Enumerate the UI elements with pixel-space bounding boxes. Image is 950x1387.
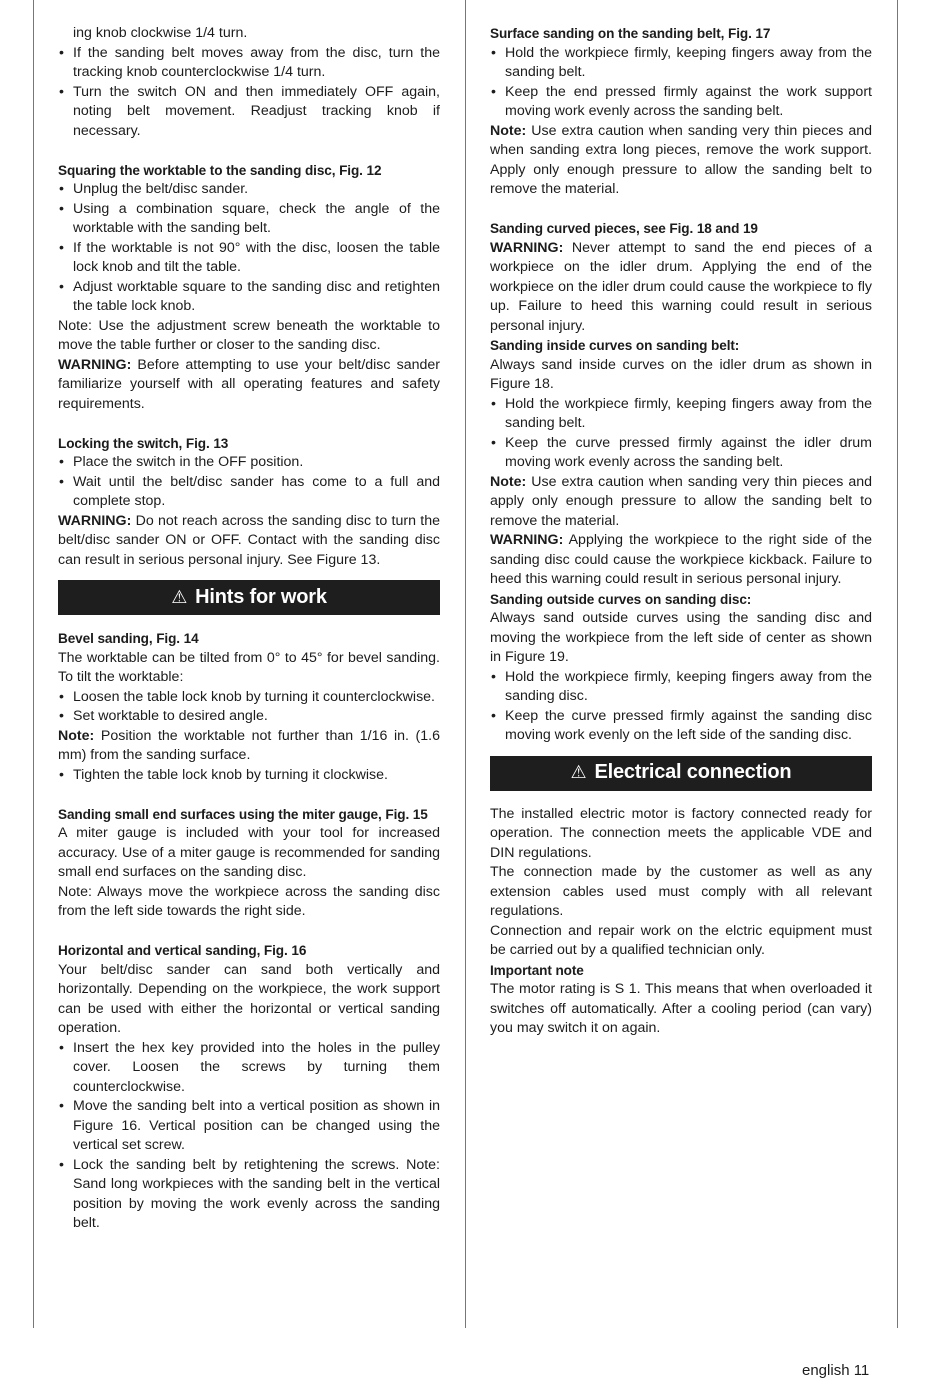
note-text: Use extra caution when sanding very thin pieces and when sanding extra long pieces, remove the work support. Apply only enough pressure to allow the sanding belt to remove the material.: [490, 122, 872, 197]
squaring-bullet-list: [58, 180, 440, 317]
bevel-bullet-list-2: [58, 766, 440, 786]
tracking-bullet-list: [58, 44, 440, 142]
horizontal-bullet-list: [58, 1039, 440, 1234]
note-text: Use extra caution when sanding very thin pieces and apply only enough pressure to allow the sanding belt to remove the material.: [490, 473, 872, 529]
page-number-footer: english 11: [802, 1362, 870, 1379]
list-item: • Lock the sanding belt by retightening the screws. Note: Sand long workpieces with the sanding belt in the vertical position by moving the work evenly across the sanding belt.: [58, 1156, 440, 1234]
list-item: • Keep the curve pressed firmly against the idler drum moving work evenly across the sanding belt.: [490, 434, 872, 473]
list-item: • Move the sanding belt into a vertical position as shown in Figure 16. Vertical position can be changed using the vertical set screw.: [58, 1097, 440, 1156]
warning-label: WARNING:: [490, 532, 564, 548]
miter-text: A miter gauge is included with your tool for increased accuracy. Use of a miter gauge is recommended for sanding small end surfaces on the sanding disc.: [58, 825, 440, 880]
list-item: • Hold the workpiece firmly, keeping fingers away from the sanding disc.: [490, 668, 872, 707]
outside-curves-text: Always sand outside curves using the sanding disc and moving the workpiece from the left side of center as shown in Figure 19.: [490, 610, 872, 665]
squaring-heading: Squaring the worktable to the sanding disc, Fig. 12: [58, 162, 382, 178]
list-item: • Tighten the table lock knob by turning it clockwise.: [58, 766, 440, 786]
note-label: Note:: [490, 122, 527, 139]
surface-heading: Surface sanding on the sanding belt, Fig. 17: [490, 26, 771, 41]
warning-label: WARNING:: [490, 239, 564, 256]
inside-curves-text: Always sand inside curves on the idler drum as shown in Figure 18.: [490, 356, 872, 392]
note-label: Note:: [490, 473, 527, 490]
curved-note: [490, 473, 872, 532]
center-divider-rule: [465, 0, 466, 1328]
squaring-note: Note: Use the adjustment screw beneath the worktable to move the table further or closer to the sanding disc.: [58, 317, 440, 353]
miter-note: Note: Always move the workpiece across the sanding disc from the left side towards the right side.: [58, 883, 440, 919]
list-item: • Adjust worktable square to the sanding disc and retighten the table lock knob.: [58, 278, 440, 317]
list-item: • Using a combination square, check the angle of the worktable with the sanding belt.: [58, 200, 440, 239]
right-column: [490, 24, 872, 1039]
inside-curves-heading: Sanding inside curves on sanding belt:: [490, 338, 740, 353]
warning-text: Do not reach across the sanding disc to turn the belt/disc sander ON or OFF. Contact with the sanding disc can result in serious personal injury. See Figure 13.: [58, 512, 440, 568]
locking-bullet-list: [58, 453, 440, 512]
bevel-intro: The worktable can be tilted from 0° to 45° for bevel sanding. To tilt the worktable:: [58, 649, 440, 685]
warning-text: Applying the workpiece to the right side of the sanding disc could cause the workpiece kickback. Failure to heed this warning could result in serious personal injury.: [490, 532, 872, 587]
important-note-heading: Important note: [490, 962, 584, 978]
miter-heading: Sanding small end surfaces using the miter gauge, Fig. 15: [58, 806, 428, 822]
warning-triangle-icon: ⚠: [171, 586, 188, 607]
squaring-warning: [58, 356, 440, 415]
warning-triangle-icon: ⚠: [570, 762, 587, 783]
list-item: • If the worktable is not 90° with the disc, loosen the table lock knob and tilt the table.: [58, 239, 440, 278]
surface-bullet-list: [490, 44, 872, 122]
curved-heading: Sanding curved pieces, see Fig. 18 and 19: [490, 221, 758, 236]
note-label: Note:: [58, 727, 95, 744]
list-item: • Hold the workpiece firmly, keeping fingers away from the sanding belt.: [490, 44, 872, 83]
outside-curves-bullet-list: [490, 668, 872, 746]
list-item: • Insert the hex key provided into the holes in the pulley cover. Loosen the screws by turning them counterclockwise.: [58, 1039, 440, 1098]
left-column: [58, 24, 440, 1234]
outside-curves-heading: Sanding outside curves on sanding disc:: [490, 591, 752, 607]
electrical-paragraph-2: The connection made by the customer as well as any extension cables used must comply with all relevant regulations.: [490, 864, 872, 919]
note-text: Position the worktable not further than 1/16 in. (1.6 mm) from the sanding surface.: [58, 727, 440, 763]
bevel-heading: Bevel sanding, Fig. 14: [58, 631, 199, 646]
left-margin-rule: [33, 0, 34, 1328]
banner-title: Electrical connection: [594, 761, 792, 784]
list-item: • Keep the end pressed firmly against the work support moving work evenly across the sanding belt.: [490, 83, 872, 122]
important-note-text: The motor rating is S 1. This means that when overloaded it switches off automatically. After a cooling period (can vary) you may switch it on again.: [490, 981, 872, 1036]
inside-curves-bullet-list: [490, 395, 872, 473]
locking-heading: Locking the switch, Fig. 13: [58, 435, 229, 451]
hints-for-work-banner: [58, 580, 440, 615]
list-item: • Set worktable to desired angle.: [58, 707, 440, 727]
warning-text: Before attempting to use your belt/disc sander familiarize yourself with all operating features and safety requirements.: [58, 356, 440, 412]
locking-warning: [58, 512, 440, 571]
right-margin-rule: [897, 0, 898, 1328]
bevel-bullet-list: [58, 688, 440, 727]
list-item: • Turn the switch ON and then immediately OFF again, noting belt movement. Readjust tracking knob if necessary.: [58, 83, 440, 142]
bevel-note: [58, 727, 440, 766]
continued-line: ing knob clockwise 1/4 turn.: [73, 25, 248, 41]
horizontal-heading: Horizontal and vertical sanding, Fig. 16: [58, 943, 307, 958]
list-item: • Keep the curve pressed firmly against the sanding disc moving work evenly on the left side of the sanding disc.: [490, 707, 872, 746]
list-item: • Hold the workpiece firmly, keeping fingers away from the sanding belt.: [490, 395, 872, 434]
list-item: • Wait until the belt/disc sander has come to a full and complete stop.: [58, 473, 440, 512]
curved-warning: [490, 239, 872, 337]
surface-note: [490, 122, 872, 200]
warning-label: WARNING:: [58, 356, 132, 373]
warning-text: Never attempt to sand the end pieces of a workpiece on the idler drum. Applying the end of the workpiece on the idler drum could cause the workpiece to fly up. Failure to heed this warning could result in serious personal injury.: [490, 239, 872, 334]
list-item: • Place the switch in the OFF position.: [58, 453, 440, 473]
list-item: • Unplug the belt/disc sander.: [58, 180, 440, 200]
warning-label: WARNING:: [58, 512, 132, 529]
electrical-paragraph-3: Connection and repair work on the elctric equipment must be carried out by a qualified technician only.: [490, 922, 872, 958]
curved-warning-2: [490, 531, 872, 590]
list-item: • If the sanding belt moves away from the disc, turn the tracking knob counterclockwise 1/4 turn.: [58, 44, 440, 83]
electrical-paragraph-1: The installed electric motor is factory connected ready for operation. The connection meets the applicable VDE and DIN regulations.: [490, 805, 872, 861]
electrical-connection-banner: [490, 756, 872, 791]
list-item: • Loosen the table lock knob by turning it counterclockwise.: [58, 688, 440, 708]
horizontal-text: Your belt/disc sander can sand both vertically and horizontally. Depending on the workpiece, the work support can be used with either the horizontal or vertical sanding operation.: [58, 961, 440, 1036]
banner-title: Hints for work: [195, 585, 327, 608]
